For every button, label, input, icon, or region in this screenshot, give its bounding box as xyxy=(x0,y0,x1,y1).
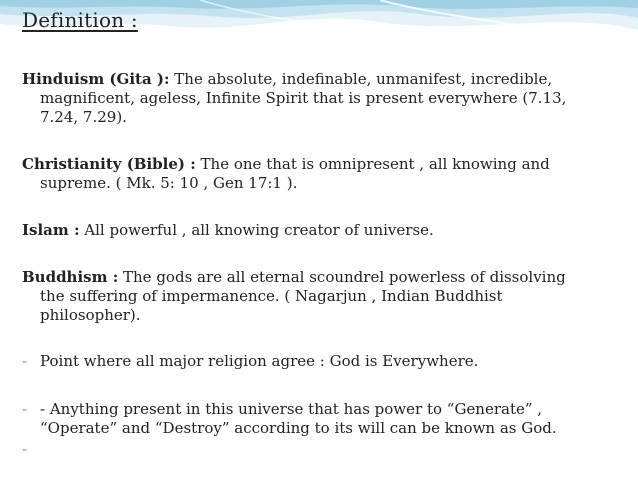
bullet-item xyxy=(22,440,620,459)
definition-text: All powerful , all knowing creator of universe. xyxy=(79,221,434,239)
page-title: Definition : xyxy=(22,8,138,32)
definition-text: the suffering of impermanence. ( Nagarjun , Indian Buddhist xyxy=(40,287,503,305)
term-islam: Islam : xyxy=(22,221,80,239)
dash-marker: - xyxy=(22,352,28,370)
definition-text: 7.24, 7.29). xyxy=(40,108,127,126)
dash-marker: - xyxy=(22,400,28,418)
definition-text: The absolute, indefinable, unmanifest, incredible, xyxy=(169,70,553,88)
bullet-text: “Operate” and “Destroy” according to its will can be known as God. xyxy=(40,419,557,437)
dash-marker: - xyxy=(22,440,28,458)
definition-text: The gods are all eternal scoundrel powerless of dissolving xyxy=(118,268,566,286)
term-buddhism: Buddhism : xyxy=(22,268,119,286)
definition-text: supreme. ( Mk. 5: 10 , Gen 17:1 ). xyxy=(40,174,298,192)
bullet-item xyxy=(22,400,620,438)
bullet-text: - Anything present in this universe that has power to “Generate” , xyxy=(40,400,543,418)
definition-text: philosopher). xyxy=(40,306,141,324)
definition-christianity xyxy=(22,155,620,193)
bullet-item xyxy=(22,352,620,371)
definition-hinduism xyxy=(22,70,620,127)
term-christianity: Christianity (Bible) : xyxy=(22,155,196,173)
term-hinduism: Hinduism (Gita ): xyxy=(22,70,170,88)
definition-text: The one that is omnipresent , all knowing and xyxy=(195,155,550,173)
definition-text: magnificent, ageless, Infinite Spirit that is present everywhere (7.13, xyxy=(40,89,567,107)
definition-buddhism xyxy=(22,268,620,325)
definition-islam xyxy=(22,221,620,240)
bullet-text: Point where all major religion agree : God is Everywhere. xyxy=(40,352,479,370)
